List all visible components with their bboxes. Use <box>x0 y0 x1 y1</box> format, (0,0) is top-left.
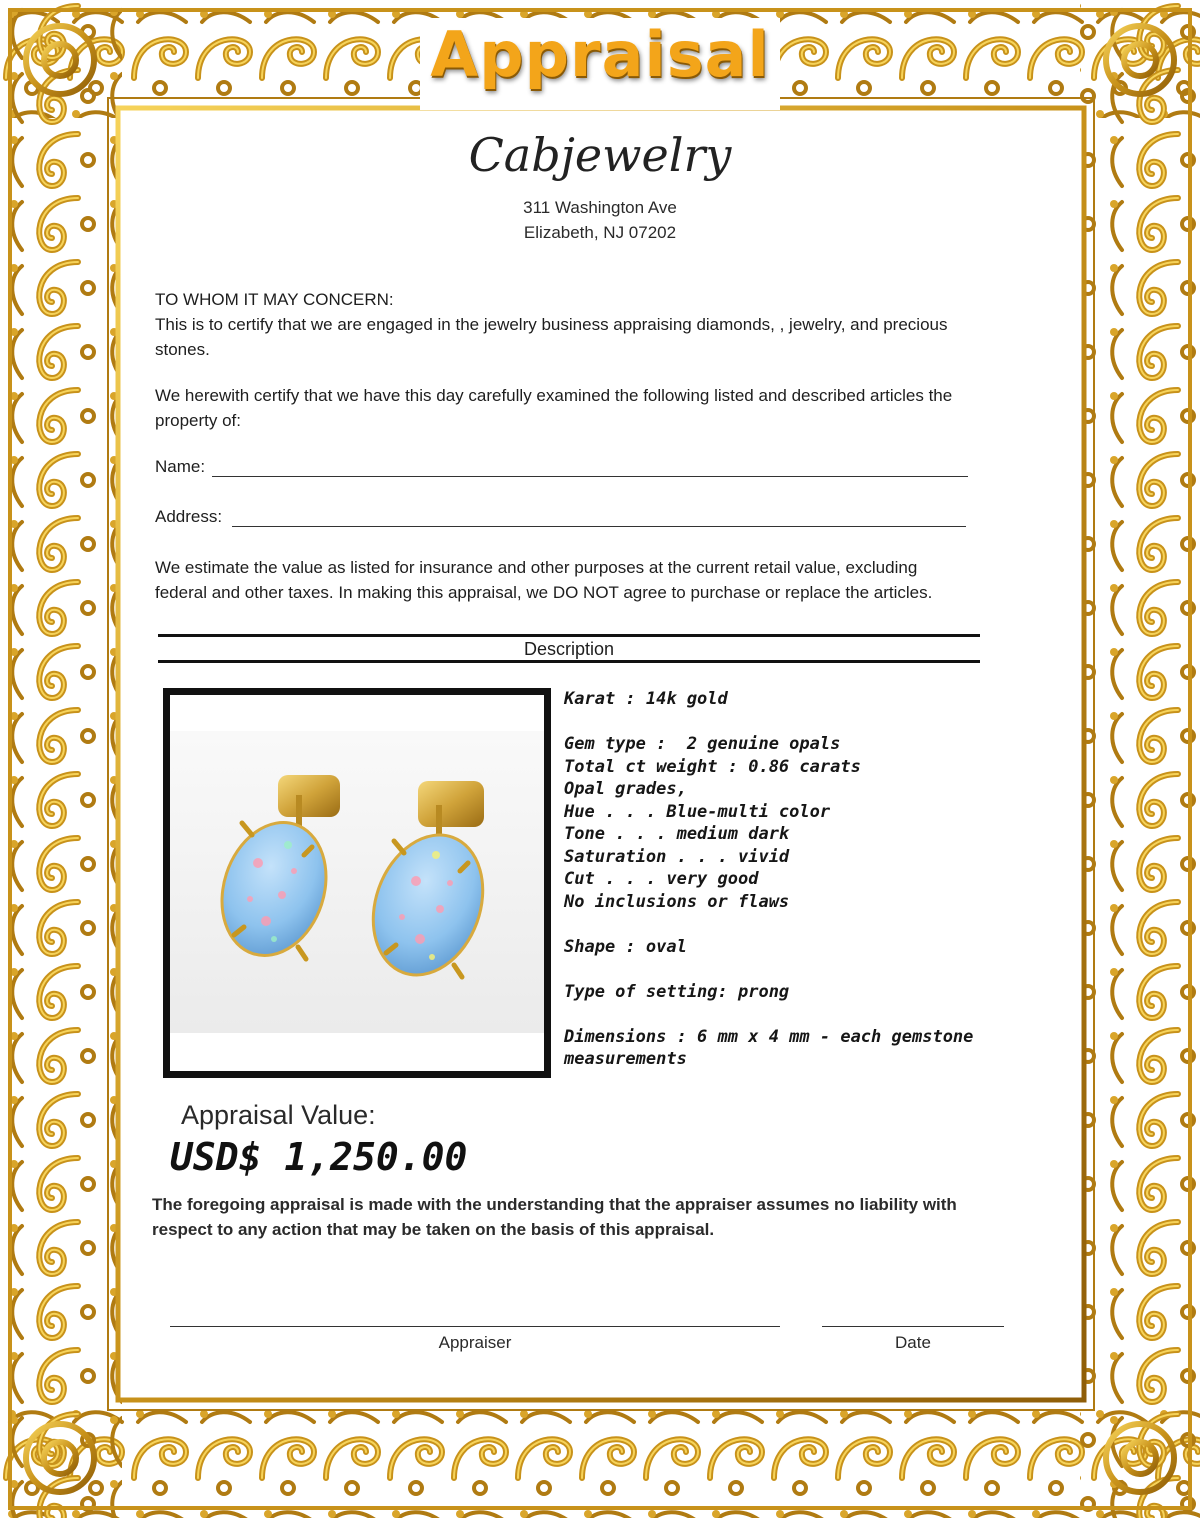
gem-specifications <box>564 688 1084 1071</box>
spec-karat: Karat : 14k gold <box>564 689 728 709</box>
earrings-photo <box>163 688 551 1078</box>
name-label: Name: <box>155 457 206 476</box>
spec-spacer <box>564 1003 1084 1026</box>
spec-spacer <box>564 711 1084 734</box>
date-line[interactable] <box>822 1326 1004 1327</box>
appraisal-value-label: Appraisal Value: <box>181 1100 376 1130</box>
description-top-rule <box>158 634 980 637</box>
spec-spacer <box>564 958 1084 981</box>
spec-spacer <box>564 913 1084 936</box>
address-line-1: 311 Washington Ave <box>523 198 677 217</box>
opal-earrings-image <box>170 695 544 1071</box>
spec-shape: Shape : oval <box>564 936 687 957</box>
spec-cut: Cut . . . very good <box>564 869 759 889</box>
examined-paragraph: We herewith certify that we have this day carefully examined the following listed and described articles the property of: <box>155 386 953 430</box>
spec-setting-type: Type of setting: prong <box>564 981 790 1002</box>
spec-dimensions: Dimensions : 6 mm x 4 mm - each gemstone <box>564 1026 974 1047</box>
brand-name: Cabjewelry <box>468 128 732 182</box>
spec-dimensions-cont: measurements <box>564 1049 687 1069</box>
address-field-line[interactable] <box>232 526 966 527</box>
estimate-paragraph: We estimate the value as listed for insurance and other purposes at the current retail value, excluding federal and other taxes. In making this appraisal, we DO NOT agree to purchase or replace the articles. <box>155 558 933 602</box>
certify-paragraph: This is to certify that we are engaged in the jewelry business appraising diamonds, , jewelry, and precious stones. <box>155 315 948 359</box>
spec-inclusions: No inclusions or flaws <box>564 891 790 912</box>
appraisal-title: Appraisal <box>430 18 770 91</box>
name-field-line[interactable] <box>212 476 968 477</box>
description-bottom-rule <box>158 660 980 663</box>
spec-total-ct-weight: Total ct weight : 0.86 carats <box>564 756 861 777</box>
appraiser-signature-line[interactable] <box>170 1326 780 1327</box>
spec-tone: Tone . . . medium dark <box>564 824 790 844</box>
spec-gem-type: Gem type : 2 genuine opals <box>564 734 841 754</box>
salutation: TO WHOM IT MAY CONCERN: <box>155 290 394 309</box>
date-label: Date <box>895 1333 931 1352</box>
liability-disclaimer: The foregoing appraisal is made with the understanding that the appraiser assumes no liability with respect to any action that may be taken on the basis of this appraisal. <box>152 1195 957 1239</box>
spec-saturation: Saturation . . . vivid <box>564 846 790 867</box>
appraiser-label: Appraiser <box>438 1333 512 1352</box>
spec-hue: Hue . . . Blue-multi color <box>564 801 831 822</box>
address-line-2: Elizabeth, NJ 07202 <box>523 223 677 242</box>
address-label: Address: <box>155 507 223 526</box>
appraisal-value-amount: USD$ 1,250.00 <box>170 1135 468 1179</box>
spec-opal-grades: Opal grades, <box>564 779 687 799</box>
description-heading: Description <box>523 639 615 659</box>
